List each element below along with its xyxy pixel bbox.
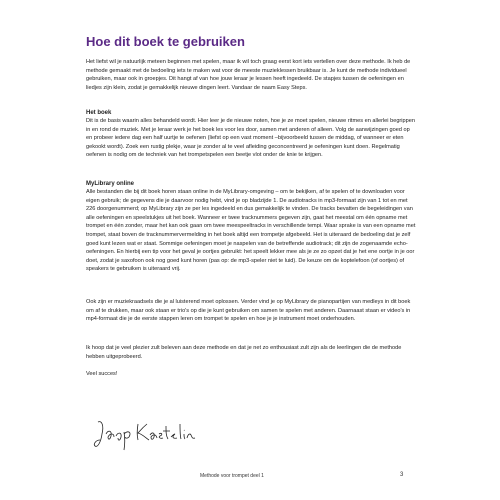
- section-heading-mylibrary: MyLibrary online: [86, 181, 135, 187]
- section-text-mylibrary-2: Ook zijn er muziekraadsels die je al luisterend moet oplossen. Verder vind je op MyLibrary de pianopartijen van medleys in dit boek om af te drukken, maar ook staan er trio's op die je kunt gebruiken om samen te spelen met anderen. Daarnaast staan er video's in mp4-formaat die je de eerste stappen leren om trompet te spelen en hoe je je instrument moet onderhouden.: [86, 299, 411, 323]
- section-text-mylibrary: Alle bestanden die bij dit boek horen staan online in de MyLibrary-omgeving – om te bekijken, af te spelen of te downloaden voor eigen gebruik; de gegevens die je daarvoor nodig hebt, vind je op bladzijde 1. De audiotracks in mp3-formaat zijn van 1 tot en met 226 doorgenummerd; op MyLibrary zijn ze per les ingedeeld en dus gemakkelijk te vinden. De tracks bevatten de begeleidingen van alle oefeningen en speelstukjes uit het boek. Wanneer er twee tracknummers gegeven zijn, gaat het meestal om één opname met trompet en één zonder, maar het kan ook gaan om twee meespeeltracks in verschillende tempi. Waar sprake is van een opname met trompet, staat boven de tracknummervermelding in het boek altijd een trompetje afgebeeld. Het is uiteraard de bedoeling dat je zelf goed kunt lezen wat er staat. Sommige oefeningen moet je naspelen van de betreffende audiotrack; dit zijn de zogenaamde echo-oefeningen. En hierbij een tip voor het geval je oortjes gebruikt: het speelt lekker mee als je ze zo opzet dat je het ene oortje in je oor doet, zodat je saxofoon ook nog goed kunt horen (pas op: de mp3-speler niet te luid). De keuze om de koptelefoon (of oortjes) of speakers te gebruiken is uiteraard vrij.: [86, 189, 416, 273]
- footer-book-title: Methode voor trompet deel 1: [200, 473, 264, 479]
- greeting: Veel succes!: [86, 371, 118, 377]
- page-number: 3: [400, 472, 404, 478]
- handwritten-signature: [92, 416, 202, 452]
- closing-paragraph: Ik hoop dat je veel plezier zult beleven aan deze methode en dat je net zo enthousiast zult zijn als de leerlingen die de methode hebben uitgeprobeerd.: [86, 345, 402, 360]
- intro-paragraph: Het liefst wil je natuurlijk meteen beginnen met spelen, maar ik wil toch graag eerst kort iets vertellen over deze methode. Ik heb de methode gemaakt met de bedoeling iets te maken wat voor de meeste muzieklessen bruikbaar is. Je kunt de methode individueel gebruiken, maar ook in groepjes. Dit hangt af van hoe jouw leraar je lessen heeft ingedeeld. De stapjes tussen de oefeningen en liedjes zijn klein, zodat je gemakkelijk nieuwe dingen leert. Vandaar de naam Easy Steps.: [86, 59, 411, 91]
- section-heading-book: Het boek: [86, 110, 112, 116]
- section-text-book: Dit is de basis waarin alles behandeld wordt. Hier leer je de nieuwe noten, hoe je ze moet spelen, nieuwe ritmes en allerlei begrippen in en rond de muziek. Met je leraar werk je het boek les voor les door, samen met anderen of alleen. Volg de aanwijzingen goed op en probeer iedere dag een half uurtje te oefenen (liefst op een vast moment –bijvoorbeeld tussen de middag, of wanneer er eten gekookt wordt). Zoek een rustig plekje, waar je zonder al te veel afleiding geconcentreerd je oefeningen kunt doen. Regelmatig oefenen is nodig om de techniek van het trompetspelen een beetje vlot onder de knie te krijgen.: [86, 118, 415, 159]
- page-title: Hoe dit boek te gebruiken: [86, 34, 245, 49]
